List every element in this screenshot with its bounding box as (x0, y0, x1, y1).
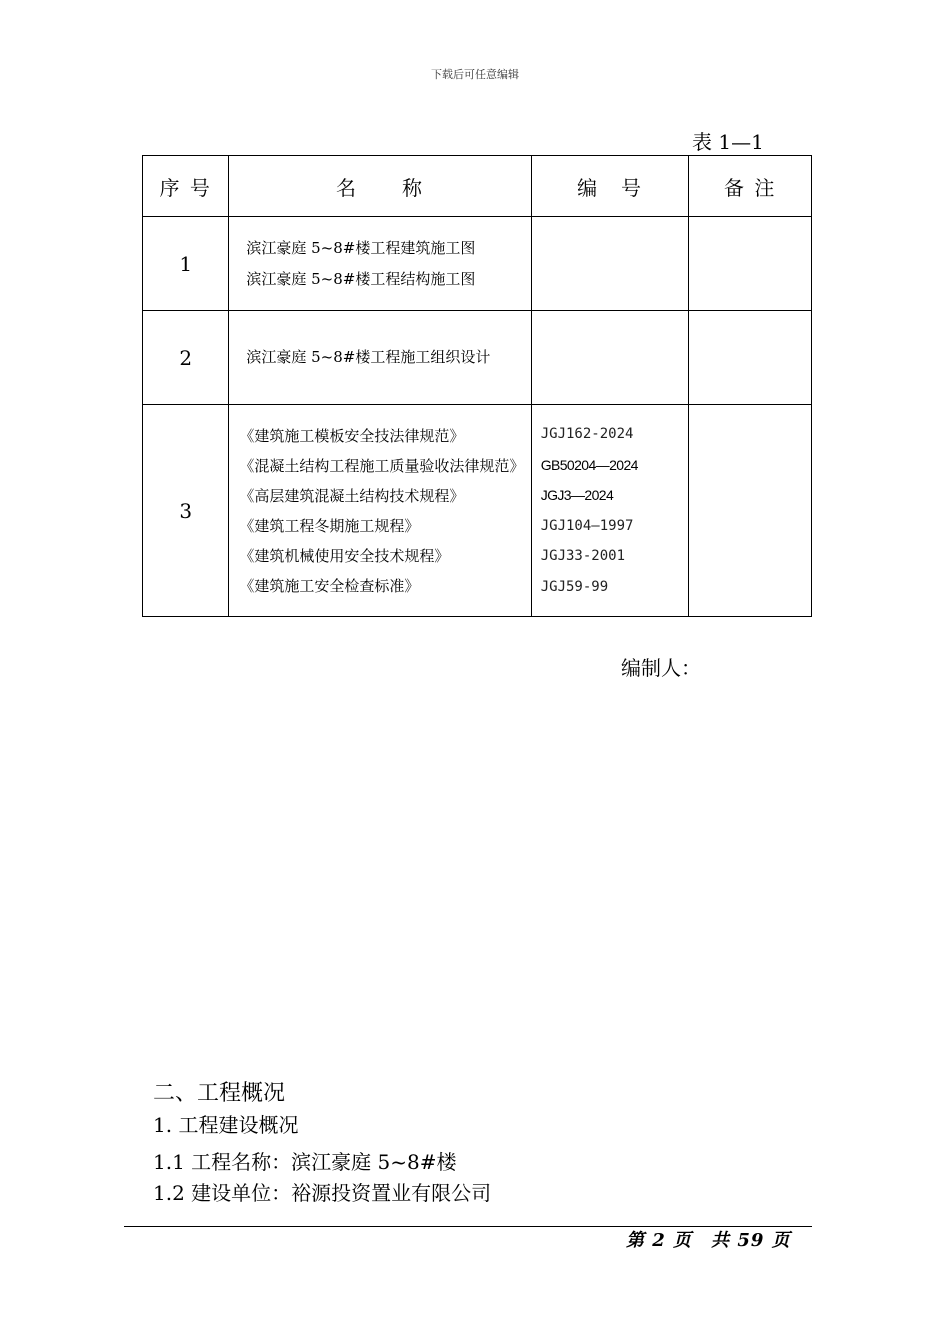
row-number: 2 (143, 311, 229, 405)
standard-code: JGJ162-2024 (540, 426, 634, 442)
standard-code: JGJ59-99 (540, 578, 609, 595)
row-number: 1 (143, 217, 229, 311)
standard-name: 《建筑施工模板安全技法律规范》 (239, 426, 465, 445)
header-name: 名 称 (229, 156, 531, 217)
construction-unit-line: 1.2 建设单位：裕源投资置业有限公司 (153, 1181, 492, 1205)
table-row (143, 217, 812, 311)
row-names (229, 405, 531, 617)
standard-name: 《建筑工程冬期施工规程》 (239, 516, 420, 535)
header-note: 备 注 (689, 156, 812, 217)
document-name: 滨江豪庭 5~8#楼工程建筑施工图 (246, 238, 476, 257)
header-no: 序 号 (143, 156, 229, 217)
standard-name: 《建筑机械使用安全技术规程》 (239, 546, 450, 565)
standard-code: JGJ33-2001 (540, 548, 626, 564)
row-number: 3 (143, 405, 229, 617)
compiler-label: 编制人： (621, 656, 701, 680)
table-row (143, 405, 812, 617)
row-note (689, 405, 812, 617)
header-note: 下载后可任意编辑 (431, 68, 519, 81)
project-name-line: 1.1 工程名称：滨江豪庭 5~8#楼 (153, 1150, 457, 1174)
page-number: 第 2 页 共 59 页 (626, 1230, 791, 1251)
row-codes (531, 311, 689, 405)
standard-name: 《高层建筑混凝土结构技术规程》 (239, 486, 465, 505)
row-codes (531, 405, 689, 617)
row-note (689, 311, 812, 405)
row-codes (531, 217, 689, 311)
row-names (229, 311, 531, 405)
standard-name: 《建筑施工安全检查标准》 (239, 576, 420, 595)
standard-code: JGJ3—2024 (540, 487, 614, 503)
document-name: 滨江豪庭 5~8#楼工程施工组织设计 (246, 348, 491, 366)
standard-name: 《混凝土结构工程施工质量验收法律规范》 (239, 456, 525, 475)
standard-code: JGJ104—1997 (540, 517, 634, 534)
standard-code: GB50204—2024 (540, 456, 638, 473)
table-row (143, 311, 812, 405)
section-title: 二、工程概况 (153, 1081, 286, 1106)
table-header-row (143, 156, 812, 217)
table-label: 表 1—1 (692, 130, 764, 154)
section-subtitle: 1. 工程建设概况 (153, 1113, 299, 1137)
reference-table (142, 155, 812, 617)
header-code: 编 号 (531, 156, 689, 217)
document-name: 滨江豪庭 5~8#楼工程结构施工图 (246, 269, 476, 288)
row-note (689, 217, 812, 311)
row-names (229, 217, 531, 311)
